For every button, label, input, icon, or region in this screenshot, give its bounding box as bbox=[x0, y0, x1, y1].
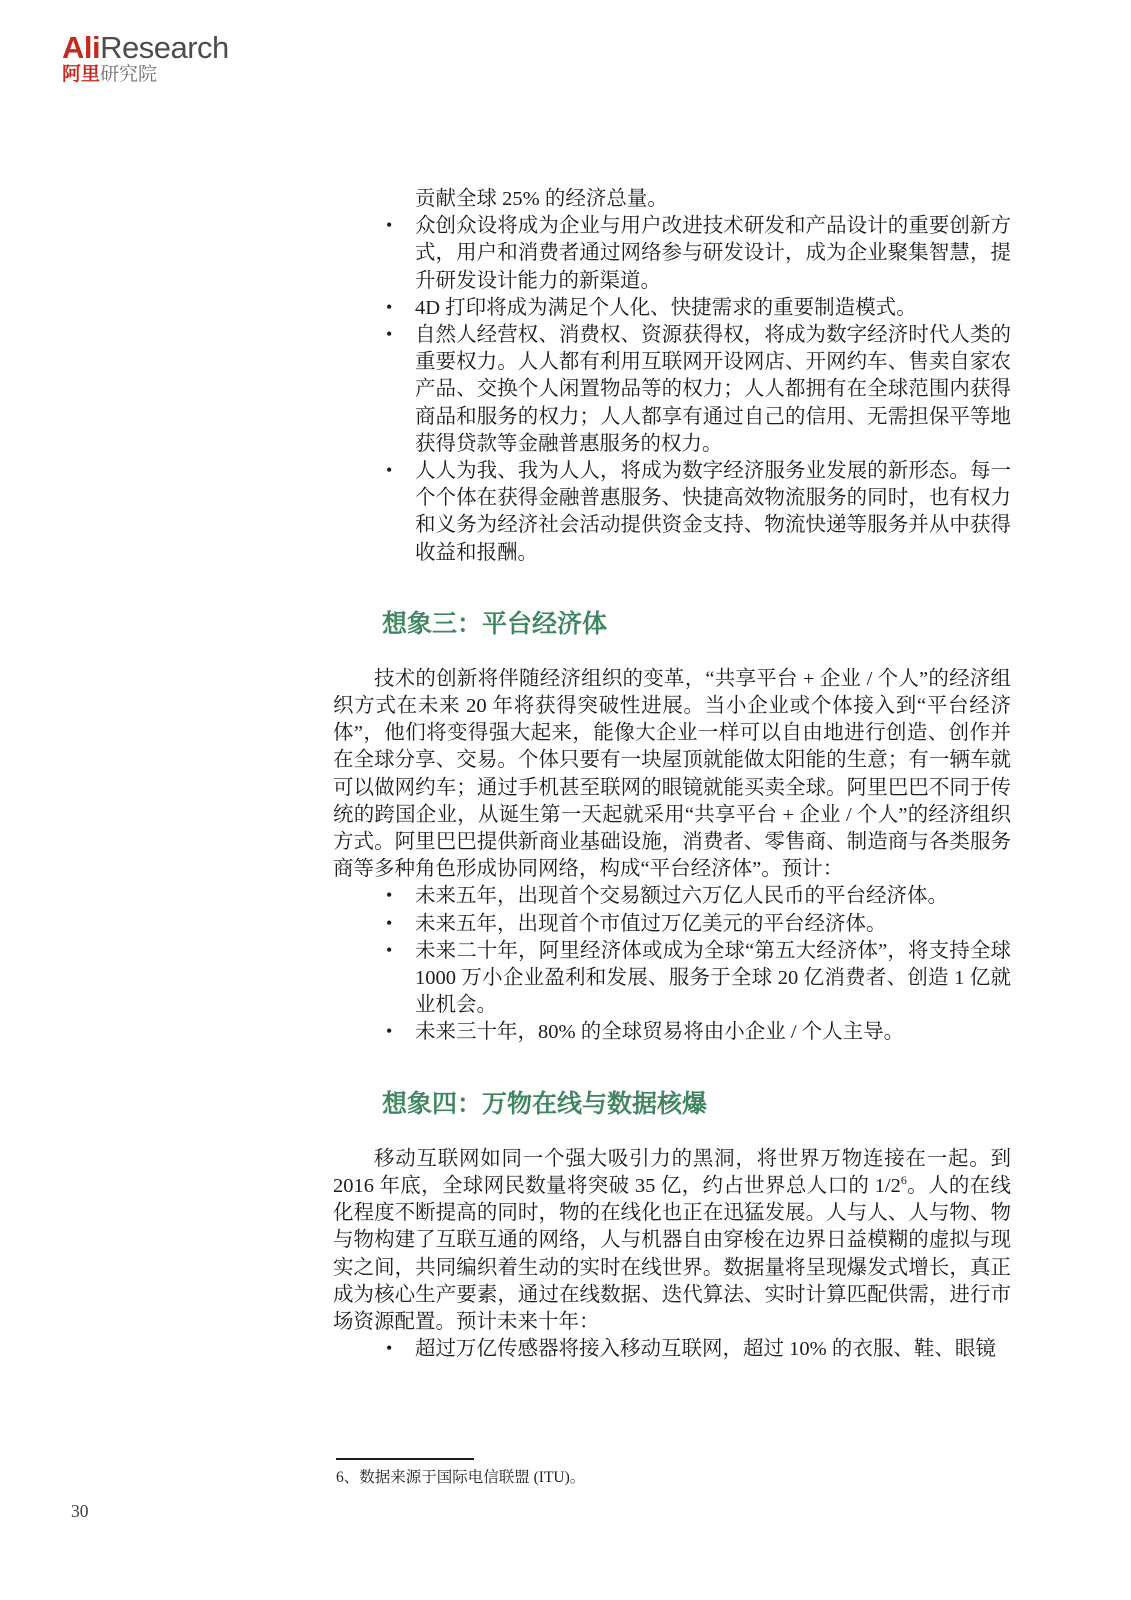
list-item bbox=[333, 883, 1011, 910]
section3-paragraph: 技术的创新将伴随经济组织的变革，“共享平台 + 企业 / 个人”的经济组织方式在未来 20 年将获得突破性进展。当小企业或个体接入到“平台经济体”，他们将变得强大起来，能像大企业一样可以自由地进行创造、创作并在全球分享、交易。个体只要有一块屋顶就能做太阳能的生意；有一辆车就可以做网约车；通过手机甚至联网的眼镜就能买卖全球。阿里巴巴不同于传统的跨国企业，从诞生第一天起就采用“共享平台 + 企业 / 个人”的经济组织方式。阿里巴巴提供新商业基础设施，消费者、零售商、制造商与各类服务商等多种角色形成协同网络，构成“平台经济体”。预计： bbox=[333, 667, 1011, 881]
list-item bbox=[333, 322, 1011, 458]
page-number: 30 bbox=[71, 1501, 89, 1521]
logo-chinese-text bbox=[62, 64, 229, 86]
list-item bbox=[333, 911, 1011, 938]
logo-cn-gray-text: 研究院 bbox=[100, 64, 158, 85]
bullet-icon: • bbox=[386, 1338, 393, 1359]
list-item-text: 超过万亿传感器将接入移动互联网，超过 10% 的衣服、鞋、眼镜 bbox=[415, 1338, 996, 1361]
bullet-icon: • bbox=[386, 885, 393, 906]
footnote bbox=[336, 1458, 936, 1487]
logo-research-text: Research bbox=[100, 30, 229, 65]
footnote-reference: 6 bbox=[900, 1173, 907, 1188]
section-heading-3: 想象三：平台经济体 bbox=[382, 609, 608, 638]
list-item bbox=[333, 295, 1011, 322]
bullet-icon: • bbox=[386, 324, 393, 345]
aliresearch-logo bbox=[62, 32, 229, 86]
list-item-text: 未来五年，出现首个市值过万亿美元的平台经济体。 bbox=[415, 912, 887, 935]
bullet-icon: • bbox=[386, 296, 393, 317]
bullet-icon: • bbox=[386, 1021, 393, 1042]
section4-paragraph bbox=[333, 1146, 1011, 1336]
bullet-icon: • bbox=[386, 460, 393, 481]
list-item bbox=[333, 458, 1011, 567]
list-item bbox=[333, 1019, 1011, 1046]
logo-ali-text: Ali bbox=[62, 30, 101, 65]
list-item-text: 未来五年，出现首个交易额过六万亿人民币的平台经济体。 bbox=[415, 885, 948, 908]
bullet-continuation-line: 贡献全球 25% 的经济总量。 bbox=[415, 188, 668, 210]
list-item-text: 未来三十年，80% 的全球贸易将由小企业 / 个人主导。 bbox=[415, 1021, 905, 1044]
logo-cn-red-text: 阿里 bbox=[62, 64, 101, 85]
logo-wordmark bbox=[62, 32, 229, 64]
paragraph-text: 移动互联网如同一个强大吸引力的黑洞，将世界万物连接在一起。到 2016 年底，全球网民数量将突破 35 亿，约占世界总人口的 1/2 bbox=[333, 1147, 1011, 1197]
bullet-icon: • bbox=[386, 939, 393, 960]
list-item-text: 众创众设将成为企业与用户改进技术研发和产品设计的重要创新方式，用户和消费者通过网络参与研发设计，成为企业聚集智慧，提升研发设计能力的新渠道。 bbox=[415, 215, 1011, 292]
list-item bbox=[333, 1336, 1011, 1363]
list-item bbox=[333, 938, 1011, 1020]
main-content bbox=[333, 186, 1011, 1363]
paragraph-text: 。人的在线化程度不断提高的同时，物的在线化也正在迅猛发展。人与人、人与物、物与物构建了互联互通的网络，人与机器自由穿梭在边界日益模糊的虚拟与现实之间，共同编织着生动的实时在线世界。数据量将呈现爆发式增长，真正成为核心生产要素，通过在线数据、迭代算法、实时计算匹配供需，进行市场资源配置。预计未来十年： bbox=[333, 1174, 1012, 1333]
list-item-text: 未来二十年，阿里经济体或成为全球“第五大经济体”，将支持全球 1000 万小企业盈利和发展、服务于全球 20 亿消费者、创造 1 亿就业机会。 bbox=[415, 939, 1011, 1017]
section4-bullet-list bbox=[333, 1336, 1011, 1363]
list-item bbox=[333, 213, 1011, 295]
section-heading-4: 想象四：万物在线与数据核爆 bbox=[382, 1089, 708, 1118]
footnote-text: 6、数据来源于国际电信联盟 (ITU)。 bbox=[336, 1469, 586, 1486]
footnote-divider bbox=[336, 1458, 474, 1460]
top-bullet-list bbox=[333, 213, 1011, 567]
list-item-text: 人人为我、我为人人，将成为数字经济服务业发展的新形态。每一个个体在获得金融普惠服务、快捷高效物流服务的同时，也有权力和义务为经济社会活动提供资金支持、物流快递等服务并从中获得收益和报酬。 bbox=[415, 460, 1011, 564]
list-item-text: 自然人经营权、消费权、资源获得权，将成为数字经济时代人类的重要权力。人人都有利用互联网开设网店、开网约车、售卖自家农产品、交换个人闲置物品等的权力；人人都拥有在全球范围内获得商品和服务的权力；人人都享有通过自己的信用、无需担保平等地获得贷款等金融普惠服务的权力。 bbox=[415, 324, 1011, 455]
section3-bullet-list bbox=[333, 883, 1011, 1046]
bullet-icon: • bbox=[386, 215, 393, 236]
list-item-text: 4D 打印将成为满足个人化、快捷需求的重要制造模式。 bbox=[415, 296, 917, 319]
bullet-icon: • bbox=[386, 912, 393, 933]
